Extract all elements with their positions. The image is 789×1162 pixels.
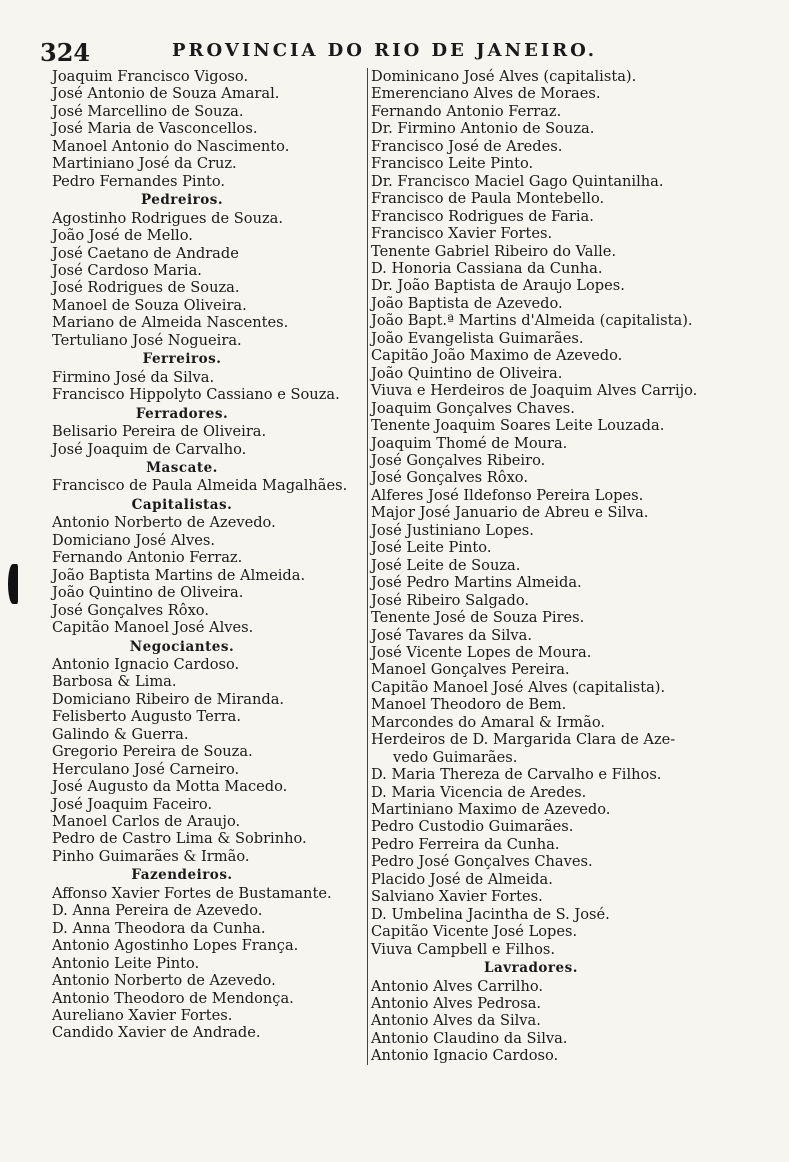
list-item: Galindo & Guerra. [52, 725, 189, 743]
list-item: Mariano de Almeida Nascentes. [52, 314, 289, 332]
list-item: João Bapt.ª Martins d'Almeida (capitalista). [371, 312, 693, 330]
list-item: Antonio Norberto de Azevedo. [52, 514, 276, 532]
list-item: José Leite de Souza. [371, 556, 521, 574]
list-item: Antonio Theodoro de Mendonça. [52, 989, 294, 1007]
list-item: Manoel Antonio do Nascimento. [52, 137, 290, 155]
margin-ink-mark [8, 564, 18, 604]
list-item: Francisco de Paula Almeida Magalhães. [52, 477, 348, 495]
list-item: Antonio Ignacio Cardoso. [52, 655, 240, 673]
list-item: Pedro Fernandes Pinto. [52, 172, 226, 190]
list-item: João Baptista de Azevedo. [371, 294, 563, 312]
section-heading: Capitalistas. [131, 496, 233, 513]
list-item: Pinho Guimarães & Irmão. [52, 847, 250, 865]
section-heading: Ferradores. [135, 405, 229, 422]
list-item: D. Maria Thereza de Carvalho e Filhos. [371, 766, 662, 784]
list-item: Affonso Xavier Fortes de Bustamante. [52, 884, 332, 902]
list-item: Fernando Antonio Ferraz. [371, 102, 562, 120]
list-item: Martiniano Maximo de Azevedo. [371, 801, 611, 819]
list-item: Antonio Agostinho Lopes França. [52, 937, 299, 955]
list-item: D. Maria Vicencia de Aredes. [371, 783, 587, 801]
list-item: José Ribeiro Salgado. [371, 591, 530, 609]
list-item: Marcondes do Amaral & Irmão. [371, 713, 605, 731]
list-item: Candido Xavier de Andrade. [52, 1024, 261, 1042]
list-item: Joaquim Gonçalves Chaves. [371, 399, 575, 417]
list-item: D. Umbelina Jacintha de S. José. [371, 905, 610, 923]
list-item: José Joaquim Faceiro. [52, 795, 213, 813]
list-item: Tertuliano José Nogueira. [52, 331, 242, 349]
list-item: Barbosa & Lima. [52, 673, 177, 691]
list-item: Major José Januario de Abreu e Silva. [371, 504, 649, 522]
list-item: Antonio Alves Pedrosa. [371, 995, 542, 1013]
list-item: José Leite Pinto. [371, 539, 492, 557]
list-item: José Vicente Lopes de Moura. [371, 643, 592, 661]
list-item: Manoel de Souza Oliveira. [52, 296, 247, 314]
list-item: Manoel Gonçalves Pereira. [371, 661, 570, 679]
section-heading: Mascate. [146, 459, 218, 476]
list-item: José Gonçalves Ribeiro. [371, 451, 546, 469]
list-item: Antonio Leite Pinto. [52, 954, 200, 972]
list-item: Herculano José Carneiro. [52, 760, 240, 778]
list-item: Francisco Hippolyto Cassiano e Souza. [52, 386, 340, 404]
list-item: Placido José de Almeida. [371, 870, 553, 888]
list-item: Viuva e Herdeiros de Joaquim Alves Carrijo. [371, 382, 698, 400]
running-title: PROVINCIA DO RIO DE JANEIRO. [172, 40, 598, 61]
list-item: Felisberto Augusto Terra. [52, 708, 242, 726]
list-item: Tenente Joaquim Soares Leite Louzada. [371, 417, 665, 435]
list-item: João Baptista Martins de Almeida. [52, 566, 306, 584]
list-item: Francisco José de Aredes. [371, 137, 563, 155]
list-item: Aureliano Xavier Fortes. [52, 1007, 233, 1025]
list-item: Gregorio Pereira de Souza. [52, 743, 253, 761]
list-item: José Gonçalves Rôxo. [371, 469, 528, 487]
list-item: Tenente José de Souza Pires. [371, 609, 585, 627]
right-column [367, 68, 701, 1065]
list-item: Dr. Firmino Antonio de Souza. [371, 120, 595, 138]
list-item: Pedro Custodio Guimarães. [371, 818, 574, 836]
list-item: Dominicano José Alves (capitalista). [371, 68, 637, 85]
list-item: Capitão João Maximo de Azevedo. [371, 347, 623, 365]
list-item: Manoel Theodoro de Bem. [371, 696, 567, 714]
list-item: João Quintino de Oliveira. [52, 584, 244, 602]
list-item: Joaquim Francisco Vigoso. [52, 68, 249, 85]
list-item: D. Anna Pereira de Azevedo. [52, 902, 263, 920]
list-item: José Tavares da Silva. [371, 626, 532, 644]
list-item: Capitão Manoel José Alves. [52, 619, 254, 637]
list-item: Antonio Claudino da Silva. [371, 1029, 568, 1047]
list-item: Capitão Vicente José Lopes. [371, 923, 578, 941]
list-item: José Antonio de Souza Amaral. [52, 85, 280, 103]
list-item: José Marcellino de Souza. [52, 102, 244, 120]
list-item: Dr. João Baptista de Araujo Lopes. [371, 277, 625, 295]
list-item: Capitão Manoel José Alves (capitalista). [371, 678, 666, 696]
list-item: José Justiniano Lopes. [371, 521, 534, 539]
list-item: Antonio Norberto de Azevedo. [52, 972, 276, 990]
list-item: Francisco Leite Pinto. [371, 155, 534, 173]
list-item: Emerenciano Alves de Moraes. [371, 85, 601, 103]
list-item: José Gonçalves Rôxo. [52, 601, 209, 619]
list-item: Antonio Ignacio Cardoso. [371, 1047, 559, 1065]
list-item: Alferes José Ildefonso Pereira Lopes. [371, 486, 644, 504]
list-item: João Evangelista Guimarães. [371, 329, 584, 347]
section-heading: Lavradores. [484, 960, 578, 977]
list-item: Joaquim Thomé de Moura. [371, 434, 568, 452]
list-item: Fernando Antonio Ferraz. [52, 549, 243, 567]
page-number: 324 [40, 38, 91, 67]
list-item: José Cardoso Maria. [52, 261, 202, 279]
list-item: D. Honoria Cassiana da Cunha. [371, 259, 603, 277]
list-item: José Pedro Martins Almeida. [371, 574, 582, 592]
list-item: José Augusto da Motta Macedo. [52, 778, 288, 796]
list-item: João Quintino de Oliveira. [371, 364, 563, 382]
list-item: D. Anna Theodora da Cunha. [52, 919, 266, 937]
list-item: Tenente Gabriel Ribeiro do Valle. [371, 242, 617, 260]
list-item: Dr. Francisco Maciel Gago Quintanilha. [371, 172, 664, 190]
list-item: Pedro José Gonçalves Chaves. [371, 853, 593, 871]
list-item: Viuva Campbell e Filhos. [371, 940, 555, 958]
section-heading: Fazendeiros. [131, 867, 233, 884]
list-item: José Joaquim de Carvalho. [52, 440, 247, 458]
list-item: Antonio Alves da Silva. [371, 1012, 541, 1030]
list-item: Manoel Carlos de Araujo. [52, 813, 241, 831]
left-column [52, 68, 352, 1042]
section-heading: Negociantes. [129, 638, 235, 655]
list-item: Firmino José da Silva. [52, 368, 215, 386]
section-heading: Ferreiros. [142, 351, 222, 368]
list-item: Pedro Ferreira da Cunha. [371, 835, 560, 853]
list-item: Martiniano José da Cruz. [52, 155, 237, 173]
list-item: Belisario Pereira de Oliveira. [52, 423, 267, 441]
list-item: Agostinho Rodrigues de Souza. [52, 209, 284, 227]
list-item: José Maria de Vasconcellos. [52, 120, 258, 138]
list-item: Domiciano Ribeiro de Miranda. [52, 690, 285, 708]
list-item: José Caetano de Andrade [52, 244, 239, 262]
list-item: Antonio Alves Carrilho. [371, 977, 544, 995]
list-item: Herdeiros de D. Margarida Clara de Aze- [371, 731, 676, 749]
list-item: Francisco Xavier Fortes. [371, 225, 553, 243]
list-item: Salviano Xavier Fortes. [371, 888, 543, 906]
list-item-continuation: vedo Guimarães. [393, 748, 518, 766]
list-item: Francisco Rodrigues de Faria. [371, 207, 594, 225]
section-heading: Pedreiros. [140, 192, 224, 209]
list-item: Francisco de Paula Montebello. [371, 190, 605, 208]
list-item: Domiciano José Alves. [52, 531, 215, 549]
list-item: Pedro de Castro Lima & Sobrinho. [52, 830, 307, 848]
list-item: José Rodrigues de Souza. [52, 279, 240, 297]
list-item: João José de Mello. [52, 227, 193, 245]
